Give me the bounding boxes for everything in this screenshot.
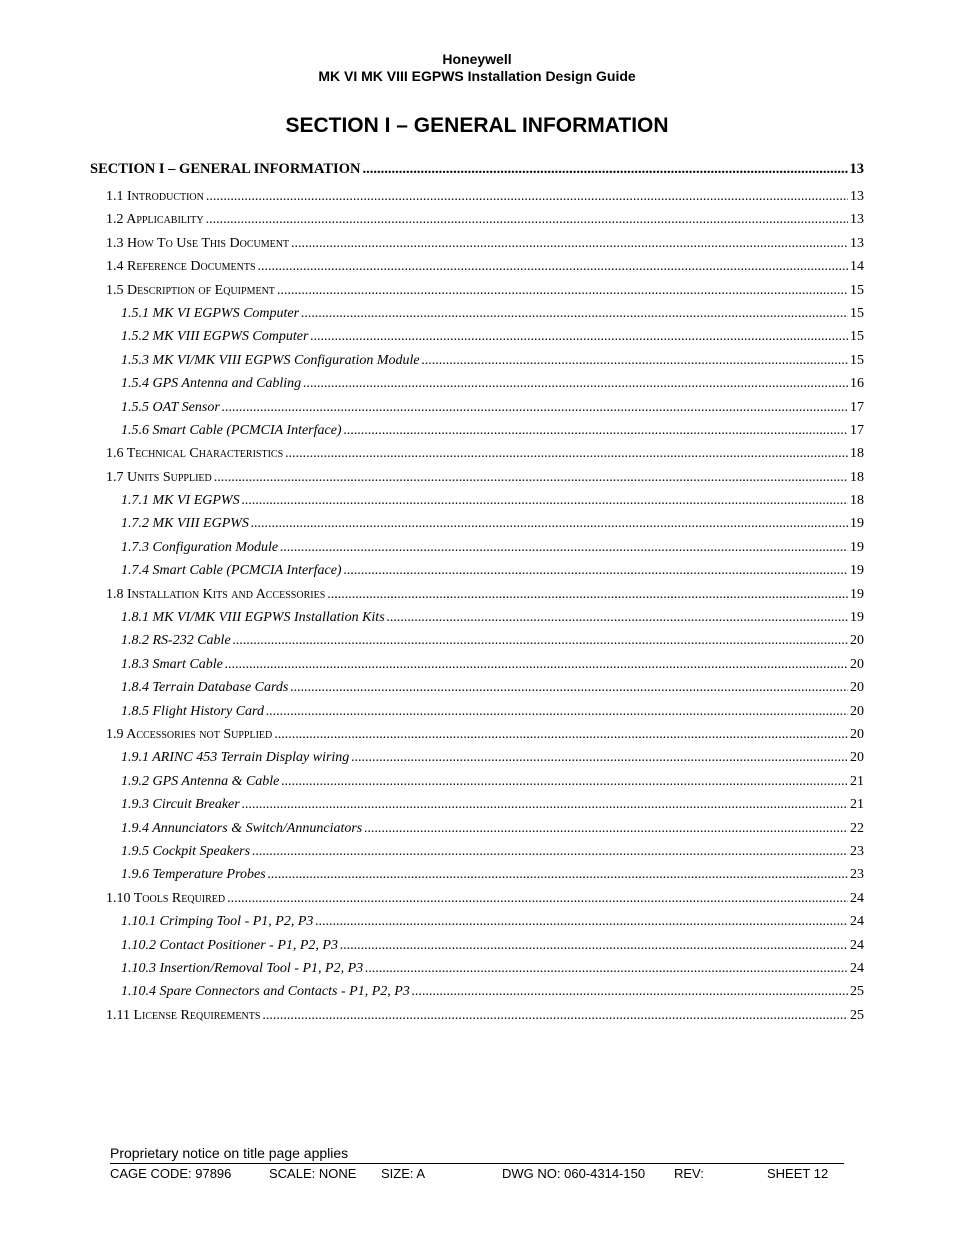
toc-entry[interactable] <box>90 283 864 306</box>
toc-leader-dots <box>258 259 848 275</box>
toc-entry-label: 1.9.5 Cockpit Speakers <box>121 843 251 859</box>
toc-entry-label: 1.9.1 ARINC 453 Terrain Display wiring <box>121 750 350 766</box>
toc-entry-page: 13 <box>850 235 864 251</box>
toc-entry-page: 15 <box>850 329 864 345</box>
toc-leader-dots <box>351 750 848 766</box>
toc-entry[interactable] <box>90 587 864 610</box>
toc-entry[interactable] <box>90 470 864 493</box>
toc-entry-page: 19 <box>850 610 864 626</box>
toc-entry-label: 1.6 Technical Characteristics <box>106 446 284 462</box>
toc-entry-page: 19 <box>850 563 864 579</box>
toc-entry[interactable] <box>90 212 864 235</box>
toc-entry[interactable] <box>90 423 864 446</box>
toc-leader-dots <box>364 821 848 837</box>
toc-entry-label: 1.7 Units Supplied <box>106 469 212 485</box>
toc-leader-dots <box>387 610 848 626</box>
toc-entry-label: 1.7.4 Smart Cable (PCMCIA Interface) <box>121 563 342 579</box>
toc-leader-dots <box>242 493 848 509</box>
toc-leader-dots <box>412 984 848 1000</box>
document-title: MK VI MK VIII EGPWS Installation Design Guide <box>318 68 636 84</box>
toc-entry-label: 1.8 Installation Kits and Accessories <box>106 586 326 602</box>
toc-entry-page: 25 <box>850 984 864 1000</box>
toc-entry-page: 15 <box>850 352 864 368</box>
toc-entry[interactable] <box>90 657 864 680</box>
toc-leader-dots <box>274 727 848 743</box>
toc-entry-page: 15 <box>850 282 864 298</box>
toc-leader-dots <box>214 470 848 486</box>
toc-leader-dots <box>206 212 848 228</box>
toc-entry-page: 20 <box>850 750 864 766</box>
toc-entry-label: 1.10 Tools Required <box>106 890 226 906</box>
toc-entry[interactable] <box>90 400 864 423</box>
toc-entry-page: 17 <box>850 399 864 415</box>
toc-entry[interactable] <box>90 259 864 282</box>
toc-entry-page: 19 <box>850 516 864 532</box>
toc-entry-page: 23 <box>850 843 864 859</box>
company-name: Honeywell <box>442 51 512 67</box>
toc-leader-dots <box>303 376 848 392</box>
toc-leader-dots <box>252 844 848 860</box>
toc-entry-label: 1.9.6 Temperature Probes <box>121 867 266 883</box>
toc-entry-label: 1.9.2 GPS Antenna & Cable <box>121 773 280 789</box>
toc-entry[interactable] <box>90 727 864 750</box>
toc-entry-page: 20 <box>850 680 864 696</box>
table-of-contents <box>90 161 864 1031</box>
toc-leader-dots <box>222 400 848 416</box>
toc-entry-label: 1.5.5 OAT Sensor <box>121 399 220 415</box>
cage-code: CAGE CODE: 97896 <box>110 1166 232 1181</box>
toc-entry[interactable] <box>90 446 864 469</box>
toc-entry[interactable] <box>90 914 864 937</box>
footer-info <box>110 1166 844 1183</box>
toc-entry-page: 13 <box>850 212 864 228</box>
toc-leader-dots <box>268 867 848 883</box>
toc-entry-page: 15 <box>850 305 864 321</box>
toc-entry-page: 19 <box>850 539 864 555</box>
toc-entry[interactable] <box>90 844 864 867</box>
toc-entry-label: 1.5.6 Smart Cable (PCMCIA Interface) <box>121 422 342 438</box>
toc-entry[interactable] <box>90 797 864 820</box>
toc-entry-page: 21 <box>850 797 864 813</box>
toc-leader-dots <box>365 961 848 977</box>
toc-entry[interactable] <box>90 774 864 797</box>
toc-entry-page: 20 <box>850 656 864 672</box>
toc-leader-dots <box>344 563 848 579</box>
toc-entry[interactable] <box>90 353 864 376</box>
toc-leader-dots <box>344 423 848 439</box>
toc-entry[interactable] <box>90 938 864 961</box>
sheet-number: SHEET 12 <box>767 1166 829 1181</box>
drawing-number: DWG NO: 060-4314-150 <box>502 1166 646 1181</box>
toc-entry-page: 21 <box>850 773 864 789</box>
toc-entry-label: 1.8.3 Smart Cable <box>121 656 223 672</box>
toc-leader-dots <box>310 329 848 345</box>
toc-leader-dots <box>340 938 848 954</box>
toc-entry-label: SECTION I – GENERAL INFORMATION <box>90 161 361 177</box>
toc-leader-dots <box>285 446 848 462</box>
toc-leader-dots <box>233 633 848 649</box>
toc-entry[interactable] <box>90 161 864 189</box>
scale: SCALE: NONE <box>269 1166 357 1181</box>
toc-leader-dots <box>206 189 848 205</box>
toc-entry[interactable] <box>90 961 864 984</box>
toc-entry-page: 18 <box>850 446 864 462</box>
toc-entry[interactable] <box>90 540 864 563</box>
toc-entry[interactable] <box>90 563 864 586</box>
section-title: SECTION I – GENERAL INFORMATION <box>285 114 669 137</box>
toc-entry-label: 1.9.4 Annunciators & Switch/Annunciators <box>121 820 363 836</box>
toc-entry-label: 1.3 How To Use This Document <box>106 235 290 251</box>
toc-entry-page: 25 <box>850 1007 864 1023</box>
toc-entry-page: 20 <box>850 633 864 649</box>
toc-entry-label: 1.5 Description of Equipment <box>106 282 275 298</box>
toc-entry-page: 17 <box>850 422 864 438</box>
toc-entry-page: 20 <box>850 703 864 719</box>
toc-entry[interactable] <box>90 1008 864 1031</box>
toc-entry[interactable] <box>90 821 864 844</box>
toc-entry[interactable] <box>90 680 864 703</box>
toc-entry[interactable] <box>90 236 864 259</box>
toc-entry-label: 1.8.4 Terrain Database Cards <box>121 680 289 696</box>
toc-leader-dots <box>242 797 848 813</box>
toc-entry[interactable] <box>90 867 864 890</box>
toc-leader-dots <box>290 680 848 696</box>
toc-entry[interactable] <box>90 891 864 914</box>
toc-entry[interactable] <box>90 493 864 516</box>
toc-leader-dots <box>315 914 848 930</box>
toc-entry[interactable] <box>90 329 864 352</box>
toc-entry-label: 1.9.3 Circuit Breaker <box>121 797 240 813</box>
toc-entry-page: 24 <box>850 890 864 906</box>
toc-entry[interactable] <box>90 306 864 329</box>
footer-divider <box>110 1163 844 1164</box>
toc-entry[interactable] <box>90 610 864 633</box>
toc-entry-page: 14 <box>850 259 864 275</box>
toc-leader-dots <box>291 236 848 252</box>
toc-entry[interactable] <box>90 704 864 727</box>
toc-entry-label: 1.1 Introduction <box>106 189 204 204</box>
toc-leader-dots <box>301 306 848 322</box>
toc-leader-dots <box>280 540 848 556</box>
toc-entry-page: 22 <box>850 820 864 836</box>
toc-entry-label: 1.4 Reference Documents <box>106 259 256 275</box>
toc-entry-page: 24 <box>850 937 864 953</box>
toc-entry-page: 23 <box>850 867 864 883</box>
toc-entry-label: 1.10.4 Spare Connectors and Contacts - P1, P2, P3 <box>121 984 410 1000</box>
toc-entry-page: 19 <box>850 586 864 602</box>
toc-leader-dots <box>277 283 848 299</box>
toc-entry-label: 1.7.1 MK VI EGPWS <box>121 493 240 509</box>
toc-entry-label: 1.9 Accessories not Supplied <box>106 726 273 742</box>
toc-leader-dots <box>225 657 848 673</box>
toc-entry[interactable] <box>90 984 864 1007</box>
toc-entry-page: 24 <box>850 914 864 930</box>
toc-entry-label: 1.5.3 MK VI/MK VIII EGPWS Configuration Module <box>121 352 420 368</box>
toc-entry-label: 1.10.3 Insertion/Removal Tool - P1, P2, P3 <box>121 960 364 976</box>
toc-leader-dots <box>327 587 848 603</box>
toc-leader-dots <box>251 516 848 532</box>
toc-entry-label: 1.8.1 MK VI/MK VIII EGPWS Installation Kits <box>121 610 385 626</box>
toc-entry-page: 18 <box>850 493 864 509</box>
document-header <box>0 51 954 85</box>
toc-entry-label: 1.8.5 Flight History Card <box>121 703 264 719</box>
toc-entry-page: 16 <box>850 376 864 392</box>
size: SIZE: A <box>381 1166 426 1181</box>
toc-entry-label: 1.10.1 Crimping Tool - P1, P2, P3 <box>121 914 314 930</box>
toc-entry-label: 1.7.3 Configuration Module <box>121 539 279 555</box>
toc-entry-page: 18 <box>850 469 864 485</box>
toc-entry-label: 1.8.2 RS-232 Cable <box>121 633 231 649</box>
toc-entry[interactable] <box>90 633 864 656</box>
toc-entry-page: 20 <box>850 726 864 742</box>
toc-entry-page: 13 <box>849 161 864 177</box>
revision: REV: <box>674 1166 704 1181</box>
proprietary-notice: Proprietary notice on title page applies <box>110 1145 349 1161</box>
toc-entry[interactable] <box>90 376 864 399</box>
toc-entry-page: 13 <box>850 189 864 204</box>
toc-leader-dots <box>262 1008 848 1024</box>
toc-entry-label: 1.5.2 MK VIII EGPWS Computer <box>121 329 309 345</box>
toc-entry-label: 1.10.2 Contact Positioner - P1, P2, P3 <box>121 937 338 953</box>
toc-entry-label: 1.11 License Requirements <box>106 1007 261 1023</box>
toc-leader-dots <box>281 774 848 790</box>
toc-leader-dots <box>227 891 848 907</box>
toc-leader-dots <box>422 353 848 369</box>
toc-entry-label: 1.5.1 MK VI EGPWS Computer <box>121 305 300 321</box>
toc-leader-dots <box>266 704 848 720</box>
toc-entry-label: 1.7.2 MK VIII EGPWS <box>121 516 249 532</box>
toc-entry[interactable] <box>90 189 864 212</box>
toc-entry[interactable] <box>90 516 864 539</box>
toc-entry-label: 1.2 Applicability <box>106 212 204 228</box>
toc-leader-dots <box>362 161 847 178</box>
toc-entry-page: 24 <box>850 960 864 976</box>
toc-entry-label: 1.5.4 GPS Antenna and Cabling <box>121 376 302 392</box>
toc-entry[interactable] <box>90 750 864 773</box>
